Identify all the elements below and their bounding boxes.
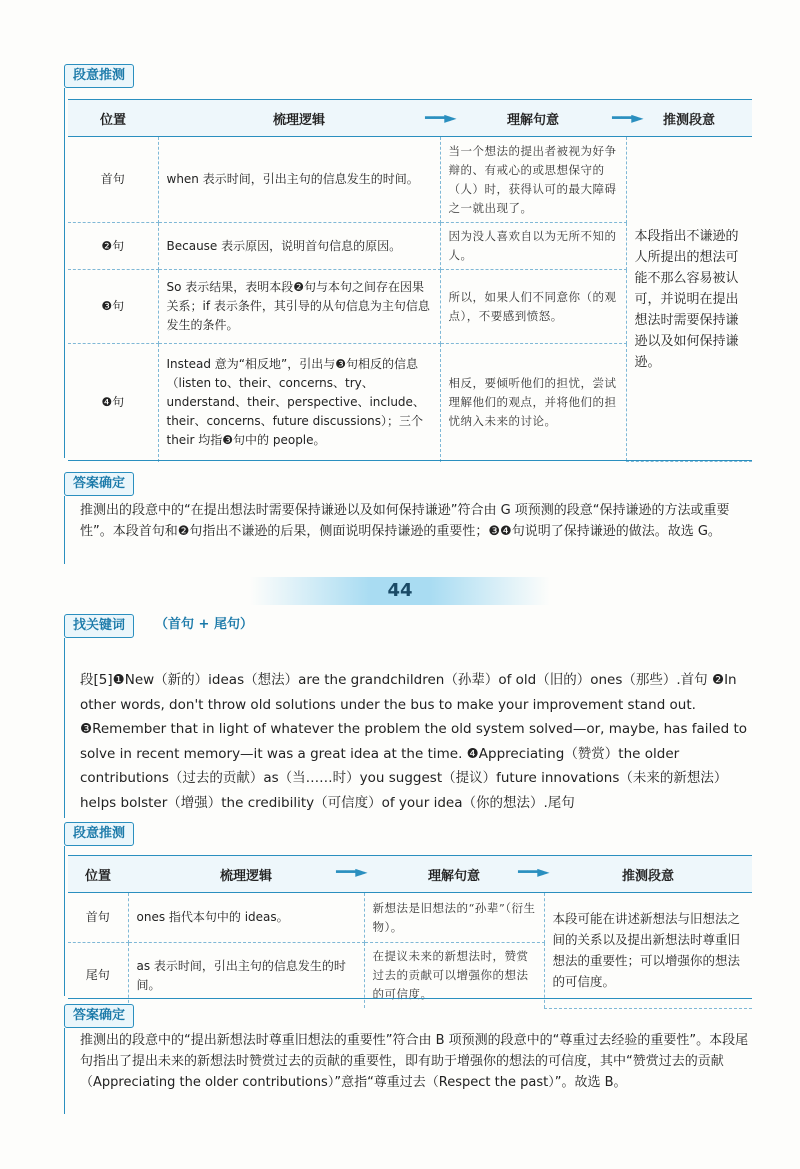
keyword-tag: 找关键词	[64, 614, 134, 638]
paragraph-inference-table	[68, 100, 752, 462]
row-meaning: 当一个想法的提出者被视为好争辩的、有戒心的或思想保守的（人）时，获得认可的最大障碍之一就出现了。	[440, 137, 626, 223]
header-inference: 推测段意	[626, 100, 752, 137]
section-rule	[64, 88, 65, 458]
answer-rule	[64, 496, 65, 564]
section-tag: 段意推测	[64, 822, 134, 846]
row-meaning: 相反，要倾听他们的担忧，尝试理解他们的观点，并将他们的担忧纳入未来的讨论。	[440, 344, 626, 462]
row-meaning: 所以，如果人们不同意你（的观点），不要感到愤怒。	[440, 270, 626, 344]
table-top-rule	[68, 99, 752, 100]
row-position: 首句	[68, 893, 128, 943]
inferred-meaning: 本段指出不谦逊的人所提出的想法可能不那么容易被认可，并说明在提出想法时需要保持谦逊以及如何保持谦逊。	[626, 137, 752, 462]
table-bottom-rule	[68, 460, 752, 461]
answer-text: 推测出的段意中的“提出新想法时尊重旧想法的重要性”符合由 B 项预测的段意中的“尊重过去经验的重要性”。本段尾句指出了提出未来的新想法时赞赏过去的贡献的重要性，即有助于增强你的想法的可信度，其中“赞赏过去的贡献（Appreciating the older contributions）”意指“尊重过去（Respect the past）”。故选 B。	[80, 1033, 749, 1090]
row-position: ❹句	[68, 344, 158, 462]
answer-tag: 答案确定	[64, 1004, 134, 1028]
table-bottom-rule	[68, 998, 752, 999]
row-logic: Instead 意为“相反地”，引出与❸句相反的信息（listen to、their、concerns、try、understand、their、perspective、include、their、concerns、future discussions）；三个 their 均指❸句中的 people。	[158, 344, 440, 462]
row-logic: ones 指代本句中的 ideas。	[128, 893, 364, 943]
arrow-right-icon: ━━►	[612, 108, 644, 127]
keyword-note: （首句 + 尾句）	[155, 617, 253, 632]
row-logic: So 表示结果，表明本段❷句与本句之间存在因果关系；if 表示条件，其引导的从句信息为主句信息发生的条件。	[158, 270, 440, 344]
row-logic: as 表示时间，引出主句的信息发生的时间。	[128, 943, 364, 1009]
header-inference: 推测段意	[544, 856, 752, 893]
header-position: 位置	[68, 100, 158, 137]
paragraph-inference-table	[68, 856, 752, 1009]
header-logic: 梳理逻辑	[158, 100, 440, 137]
section-rule	[64, 638, 65, 818]
row-logic: when 表示时间，引出主句的信息发生的时间。	[158, 137, 440, 223]
answer-tag: 答案确定	[64, 472, 134, 496]
header-logic: 梳理逻辑	[128, 856, 364, 893]
row-position: ❷句	[68, 223, 158, 270]
answer-rule	[64, 1028, 65, 1114]
header-meaning: 理解句意	[364, 856, 544, 893]
inferred-meaning: 本段可能在讲述新想法与旧想法之间的关系以及提出新想法时尊重旧想法的重要性；可以增强你的想法的可信度。	[544, 893, 752, 1009]
row-position: 首句	[68, 137, 158, 223]
section-rule	[64, 846, 65, 996]
arrow-right-icon: ━━►	[336, 862, 368, 881]
row-logic: Because 表示原因，说明首句信息的原因。	[158, 223, 440, 270]
row-position: ❸句	[68, 270, 158, 344]
arrow-right-icon: ━━►	[425, 108, 457, 127]
passage-paragraph: 段[5]❶New（新的）ideas（想法）are the grandchildren（孙辈）of old（旧的）ones（那些）.首句 ❷In other words, don't throw old solutions under the bus to make your improvement stand out. ❸Remember that in light of whatever the problem the old system solved—or, maybe, has failed to solve in recent memory—it was a great idea at the time. ❹Appreciating（赞赏）the older contributions（过去的贡献）as（当……时）you suggest（提议）future innovations（未来的新想法）helps bolster（增强）the credibility（可信度）of your idea（你的想法）.尾句	[80, 672, 748, 811]
answer-text: 推测出的段意中的“在提出想法时需要保持谦逊以及如何保持谦逊”符合由 G 项预测的段意“保持谦逊的方法或重要性”。本段首句和❷句指出不谦逊的后果，侧面说明保持谦逊的重要性；❸❹句说明了保持谦逊的做法。故选 G。	[80, 503, 730, 539]
arrow-right-icon: ━━►	[518, 862, 550, 881]
header-meaning: 理解句意	[440, 100, 626, 137]
section-tag: 段意推测	[64, 64, 134, 88]
row-meaning: 因为没人喜欢自以为无所不知的人。	[440, 223, 626, 270]
table-top-rule	[68, 855, 752, 856]
question-number: 44	[250, 577, 550, 605]
row-position: 尾句	[68, 943, 128, 1009]
header-position: 位置	[68, 856, 128, 893]
row-meaning: 在提议未来的新想法时，赞赏过去的贡献可以增强你的想法的可信度。	[364, 943, 544, 1009]
row-meaning: 新想法是旧想法的“孙辈”（衍生物）。	[364, 893, 544, 943]
